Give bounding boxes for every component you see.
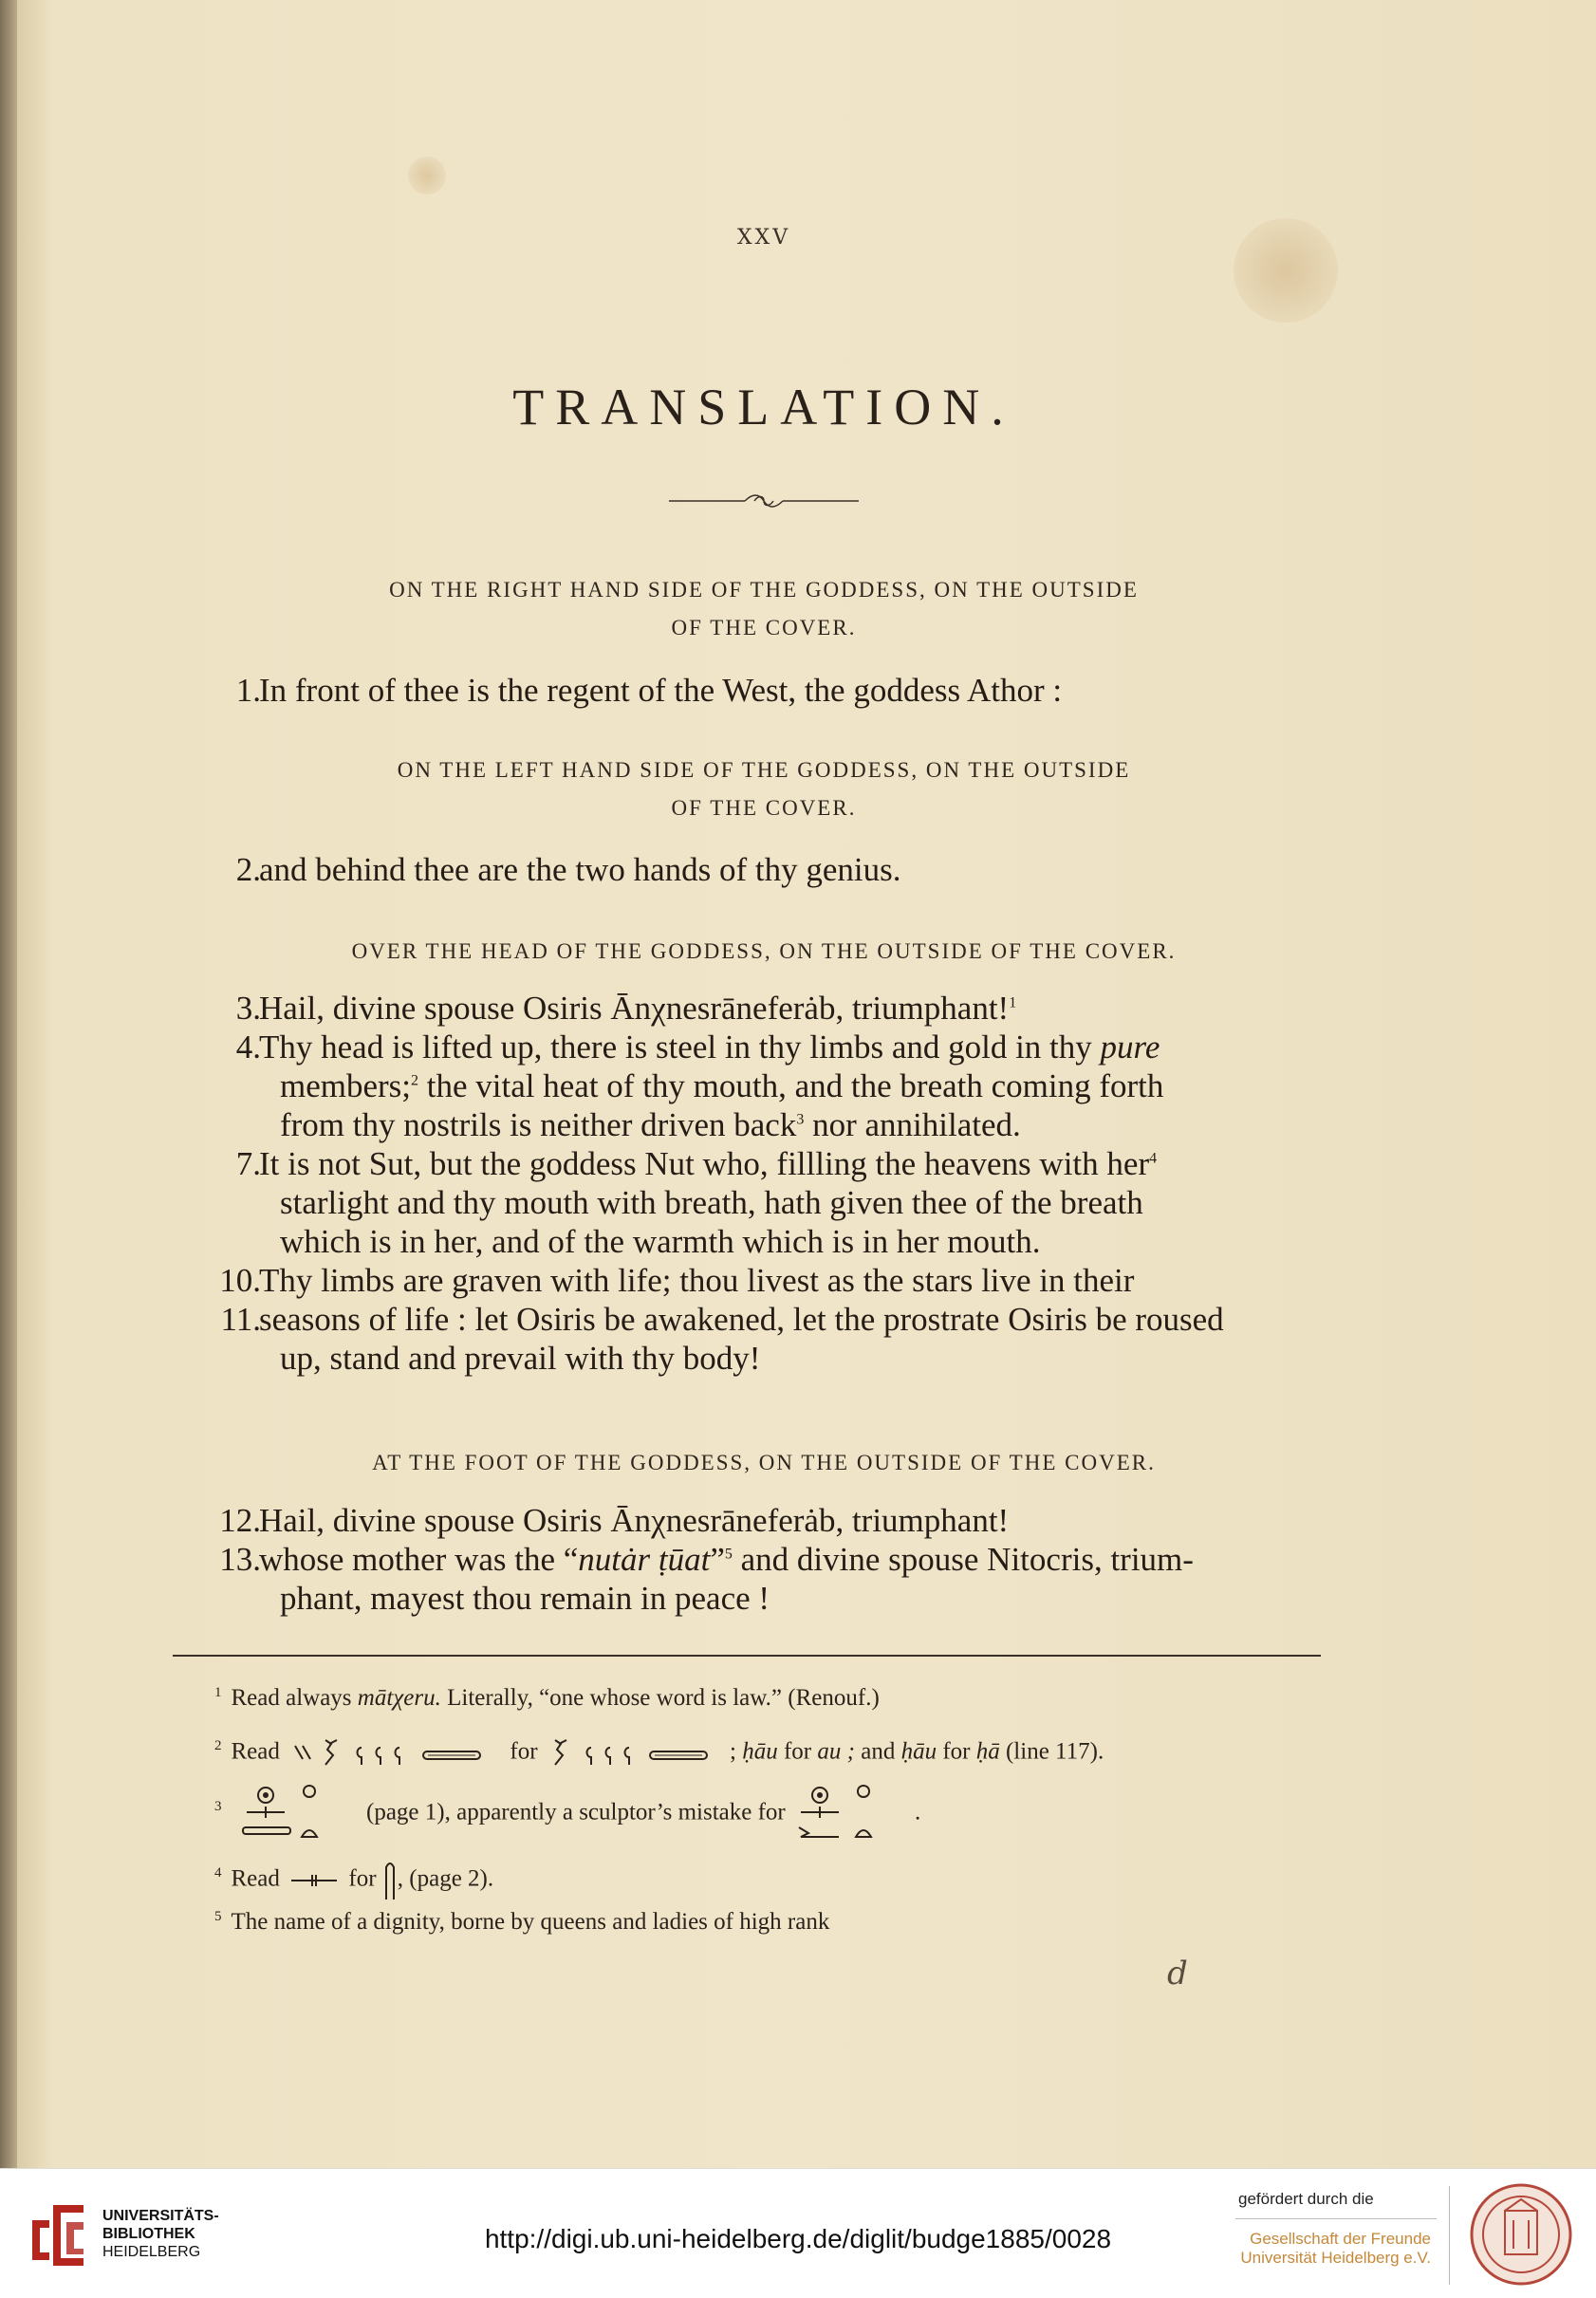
footnote-text: Read (231, 1865, 280, 1892)
footnote-ref: 5 (724, 1546, 733, 1563)
line-text: Thy head is lifted up, there is steel in thy limbs and gold in thy (259, 1029, 1092, 1066)
hieroglyph-group-icon (544, 1734, 724, 1772)
heading-line: OVER THE HEAD OF THE GODDESS, ON THE OUTSIDE OF THE COVER. (351, 939, 1177, 963)
footnote-mark: 5 (214, 1908, 222, 1924)
footnote-2 (214, 1734, 1104, 1772)
text-line (185, 1540, 1352, 1579)
footnote-text: and (854, 1738, 901, 1765)
text-line (185, 1028, 1352, 1066)
line-text: which is in her, and of the warmth which is in her mouth. (280, 1223, 1041, 1260)
text-line (185, 1501, 1352, 1540)
text-line (185, 1579, 1352, 1618)
footnote-text: for (510, 1738, 538, 1765)
text-line (185, 1261, 1352, 1300)
hieroglyph-group-icon (237, 1784, 361, 1844)
footnote-text: for (777, 1738, 818, 1765)
line-text: ” (710, 1541, 725, 1578)
hieroglyph-group-icon (286, 1734, 504, 1772)
text-line (185, 989, 1352, 1028)
line-number: 13. (219, 1541, 261, 1578)
footnote-3 (214, 1784, 920, 1844)
text-line (185, 1339, 1352, 1378)
library-name-line: BIBLIOTHEK (102, 2226, 195, 2242)
footnote-text: for (348, 1865, 377, 1892)
footnote-italic: ḥāu (742, 1738, 778, 1765)
university-seal-icon (1469, 2182, 1573, 2287)
hieroglyph-sign-icon (382, 1860, 398, 1901)
line-text: nor annihilated. (804, 1106, 1021, 1143)
footnote-text: ; (730, 1738, 736, 1765)
footnote-mark: 3 (214, 1799, 222, 1815)
footnote-text: (line 117). (999, 1738, 1104, 1765)
footnote-ref: 3 (796, 1111, 805, 1128)
footnote-4 (214, 1860, 493, 1901)
heading-line: OF THE COVER. (671, 616, 857, 639)
line-text: phant, mayest thou remain in peace ! (280, 1580, 770, 1617)
line-number: 7. (235, 1145, 261, 1182)
section-heading-over-head (266, 933, 1262, 971)
signature-mark: d (1167, 1955, 1188, 1992)
line-text: members; (280, 1067, 412, 1104)
book-spine-shadow (0, 0, 17, 2168)
text-line (185, 1183, 1352, 1222)
sponsor-divider (1235, 2218, 1437, 2219)
heading-line: OF THE COVER. (671, 796, 857, 820)
footnote-ref: 1 (1009, 994, 1017, 1011)
line-number: 1. (235, 672, 261, 709)
sponsor-label: gefördert durch die (1238, 2190, 1374, 2208)
italic-word: nutȧr ṭūat (578, 1541, 711, 1578)
footnote-text: Read always (231, 1685, 358, 1711)
title-ornament (669, 491, 859, 510)
text-line (185, 1300, 1352, 1339)
italic-word: pure (1100, 1029, 1160, 1066)
footnote-text: The name of a dignity, borne by queens and ladies of high rank (231, 1909, 830, 1935)
line-text: In front of thee is the regent of the West, the goddess Athor : (259, 672, 1063, 709)
sponsor-name-line: Universität Heidelberg e.V. (1240, 2249, 1431, 2267)
heading-line: ON THE LEFT HAND SIDE OF THE GODDESS, ON THE OUTSIDE (397, 758, 1131, 782)
page-title: TRANSLATION. (512, 379, 1015, 436)
line-text: Hail, divine spouse Osiris Ānχnesrāneferȧb, triumphant! (259, 990, 1010, 1027)
footnote-italic: ḥāu (900, 1738, 937, 1765)
line-number: 3. (235, 990, 261, 1027)
line-text: from thy nostrils is neither driven back (280, 1106, 797, 1143)
section-body-foot (185, 1501, 1352, 1618)
line-text: up, stand and prevail with thy body! (280, 1340, 761, 1377)
footnote-text: Read (231, 1738, 280, 1765)
library-name-line: UNIVERSITÄTS- (102, 2208, 219, 2224)
heading-line: AT THE FOOT OF THE GODDESS, ON THE OUTSIDE OF THE COVER. (372, 1451, 1156, 1474)
text-line (185, 1144, 1352, 1183)
sponsor-name (1186, 2230, 1431, 2268)
line-text: the vital heat of thy mouth, and the breath coming forth (418, 1067, 1164, 1104)
hieroglyph-group-icon (791, 1784, 915, 1844)
hieroglyph-sign-icon (286, 1866, 343, 1895)
footnote-italic: au ; (817, 1738, 855, 1765)
line-text: It is not Sut, but the goddess Nut who, fillling the heavens with her (259, 1145, 1150, 1182)
section-heading-foot (266, 1444, 1262, 1482)
section-body-over-head (185, 989, 1352, 1378)
line-text: and behind thee are the two hands of thy genius. (259, 851, 901, 888)
page-number: XXV (736, 226, 791, 250)
line-text: seasons of life : let Osiris be awakened, let the prostrate Osiris be roused (259, 1301, 1224, 1338)
sponsor-name-line: Gesellschaft der Freunde (1250, 2230, 1431, 2248)
section-heading-left-side (266, 751, 1262, 827)
footnote-mark: 2 (214, 1738, 222, 1754)
line-text: whose mother was the “ (259, 1541, 579, 1578)
footnote-5 (214, 1909, 829, 1936)
footnote-text: (page 1), apparently a sculptor’s mistake for (366, 1799, 786, 1825)
line-text: starlight and thy mouth with breath, hath given thee of the breath (280, 1184, 1143, 1221)
footnote-italic: ḥā (975, 1738, 1000, 1765)
footnote-text: . (915, 1799, 921, 1825)
line-text: and divine spouse Nitocris, trium- (732, 1541, 1194, 1578)
permalink-url[interactable]: http://digi.ub.uni-heidelberg.de/diglit/budge1885/0028 (484, 2224, 1112, 2253)
footer-bar (0, 2168, 1596, 2298)
footnote-rule (173, 1655, 1321, 1657)
library-name-line: HEIDELBERG (102, 2244, 201, 2260)
sponsor-divider (1449, 2186, 1450, 2285)
footnote-italic: mātχeru. (357, 1685, 441, 1711)
section-heading-right-side (266, 571, 1262, 647)
line-text: Thy limbs are graven with life; thou livest as the stars live in their (259, 1262, 1135, 1299)
footnote-mark: 1 (214, 1684, 222, 1700)
footnote-ref: 4 (1149, 1150, 1158, 1167)
footnote-ref: 2 (411, 1072, 419, 1089)
line-number: 11. (220, 1301, 261, 1338)
footnote-1 (214, 1685, 880, 1712)
text-line (185, 1222, 1352, 1261)
line-text: Hail, divine spouse Osiris Ānχnesrāneferȧb, triumphant! (259, 1502, 1010, 1539)
line-number: 12. (219, 1502, 261, 1539)
footnote-text: Literally, “one whose word is law.” (Renouf.) (440, 1685, 880, 1711)
paper-stain (408, 157, 446, 195)
footnote-text: , (page 2). (397, 1865, 494, 1892)
line-number: 10. (219, 1262, 261, 1299)
text-line (185, 1105, 1352, 1144)
line-number: 2. (235, 851, 261, 888)
text-line (185, 1066, 1352, 1105)
footnote-text: for (937, 1738, 976, 1765)
footnote-mark: 4 (214, 1865, 222, 1881)
heading-line: ON THE RIGHT HAND SIDE OF THE GODDESS, ON THE OUTSIDE (389, 578, 1139, 602)
line-number: 4. (235, 1029, 261, 1066)
